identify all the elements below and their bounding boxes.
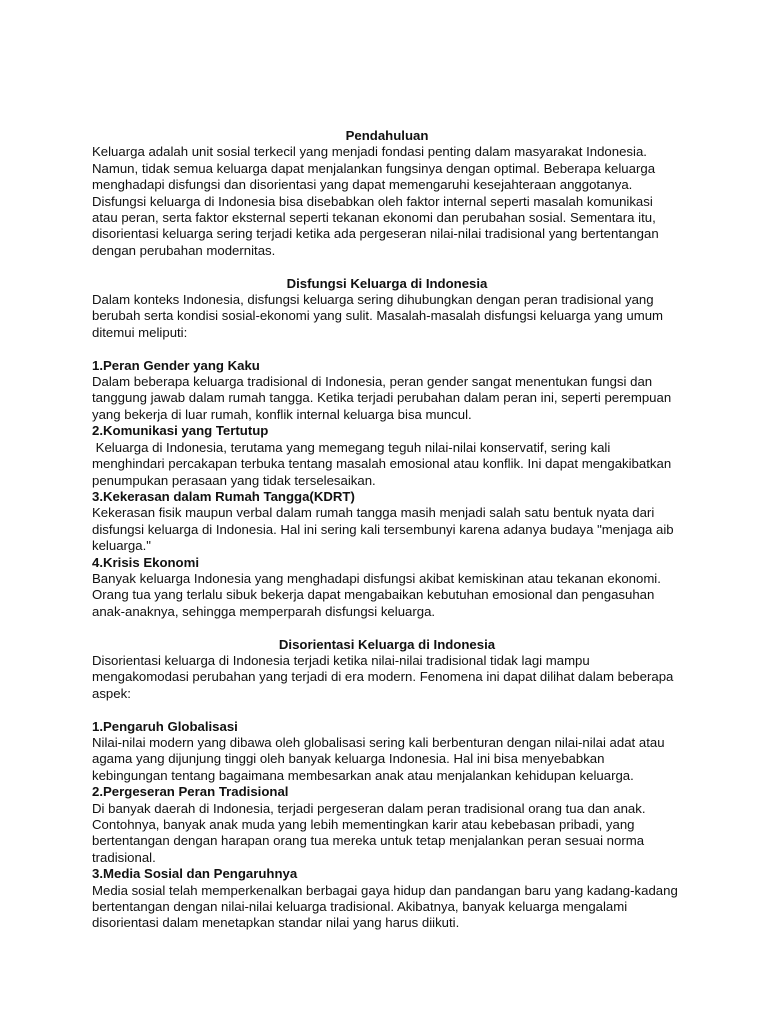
subheading-krisis-ekonomi: 4.Krisis Ekonomi bbox=[92, 554, 200, 570]
document-page bbox=[92, 128, 682, 932]
spacer bbox=[92, 620, 682, 636]
section-title-disorientasi: Disorientasi Keluarga di Indonesia bbox=[278, 636, 496, 652]
spacer bbox=[92, 702, 682, 718]
subheading-peran-gender: 1.Peran Gender yang Kaku bbox=[92, 357, 260, 373]
paragraph-disfungsi-intro: Dalam konteks Indonesia, disfungsi keluarga sering dihubungkan dengan peran tradisional yang berubah serta kondisi sosial-ekonomi yang sulit. Masalah-masalah disfungsi keluarga yang umum ditemui meliputi: bbox=[92, 292, 664, 340]
subheading-kdrt: 3.Kekerasan dalam Rumah Tangga(KDRT) bbox=[92, 488, 355, 504]
paragraph-media-sosial: Media sosial telah memperkenalkan berbagai gaya hidup dan pandangan baru yang kadang-kadang bertentangan dengan nilai-nilai keluarga tradisional. Akibatnya, banyak keluarga mengalami disorientasi dalam menetapkan standar nilai yang harus diikuti. bbox=[92, 882, 678, 931]
paragraph-kdrt: Kekerasan fisik maupun verbal dalam rumah tangga masih menjadi salah satu bentuk nyata dari disfungsi keluarga di Indonesia. Hal ini sering kali tersembunyi karena adanya budaya "menjaga aib keluarga." bbox=[92, 505, 674, 554]
section-title-pendahuluan: Pendahuluan bbox=[345, 128, 429, 143]
paragraph-komunikasi: Keluarga di Indonesia, terutama yang memegang teguh nilai-nilai konservatif, sering kali menghindari percakapan terbuka tentang masalah emosional atau konflik. Ini dapat mengakibatkan penumpukan perasaan yang tidak terselesaikan. bbox=[92, 439, 675, 488]
paragraph-krisis-ekonomi: Banyak keluarga Indonesia yang menghadapi disfungsi akibat kemiskinan atau tekanan ekonomi. Orang tua yang terlalu sibuk bekerja dapat mengabaikan kebutuhan emosional dan pengasuhan anak-anaknya, sehingga memperparah disfungsi keluarga. bbox=[92, 570, 661, 619]
paragraph-globalisasi: Nilai-nilai modern yang dibawa oleh globalisasi sering kali berbenturan dengan nilai-nilai adat atau agama yang dijunjung tinggi oleh banyak keluarga Indonesia. Hal ini bisa menyebabkan kebingungan tentang bagaimana membesarkan anak atau menjalankan kehidupan keluarga. bbox=[92, 734, 665, 783]
spacer bbox=[92, 259, 682, 275]
paragraph-pergeseran-peran: Di banyak daerah di Indonesia, terjadi pergeseran dalam peran tradisional orang tua dan anak. Contohnya, banyak anak muda yang lebih mementingkan karir atau kebebasan pribadi, yang bertentangan dengan harapan orang tua mereka untuk tetap menjalankan peran sesuai norma tradisional. bbox=[92, 800, 646, 865]
paragraph-disorientasi-intro: Disorientasi keluarga di Indonesia terjadi ketika nilai-nilai tradisional tidak lagi mampu mengakomodasi perubahan yang terjadi di era modern. Fenomena ini dapat dilihat dalam beberapa aspek: bbox=[92, 652, 674, 701]
subheading-media-sosial: 3.Media Sosial dan Pengaruhnya bbox=[92, 866, 298, 882]
spacer bbox=[92, 341, 682, 357]
subheading-komunikasi: 2.Komunikasi yang Tertutup bbox=[92, 423, 269, 439]
section-title-disfungsi: Disfungsi Keluarga di Indonesia bbox=[286, 275, 488, 291]
subheading-globalisasi: 1.Pengaruh Globalisasi bbox=[92, 718, 238, 734]
paragraph-peran-gender: Dalam beberapa keluarga tradisional di Indonesia, peran gender sangat menentukan fungsi dan tanggung jawab dalam rumah tangga. Ketika terjadi perubahan dalam peran ini, seperti perempuan yang bekerja di luar rumah, konflik internal keluarga bisa muncul. bbox=[92, 374, 672, 422]
subheading-pergeseran-peran: 2.Pergeseran Peran Tradisional bbox=[92, 784, 289, 800]
paragraph-pendahuluan: Keluarga adalah unit sosial terkecil yang menjadi fondasi penting dalam masyarakat Indonesia. Namun, tidak semua keluarga dapat menjalankan fungsinya dengan optimal. Beberapa keluarga menghadapi disfungsi dan disorientasi yang dapat memengaruhi kesejahteraan anggotanya. Disfungsi keluarga di Indonesia bisa disebabkan oleh faktor internal seperti masalah komunikasi atau peran, serta faktor eksternal seperti tekanan ekonomi dan perubahan sosial. Sementara itu, disorientasi keluarga sering terjadi ketika ada pergeseran nilai-nilai tradisional yang bertentangan dengan perubahan modernitas. bbox=[92, 144, 659, 258]
